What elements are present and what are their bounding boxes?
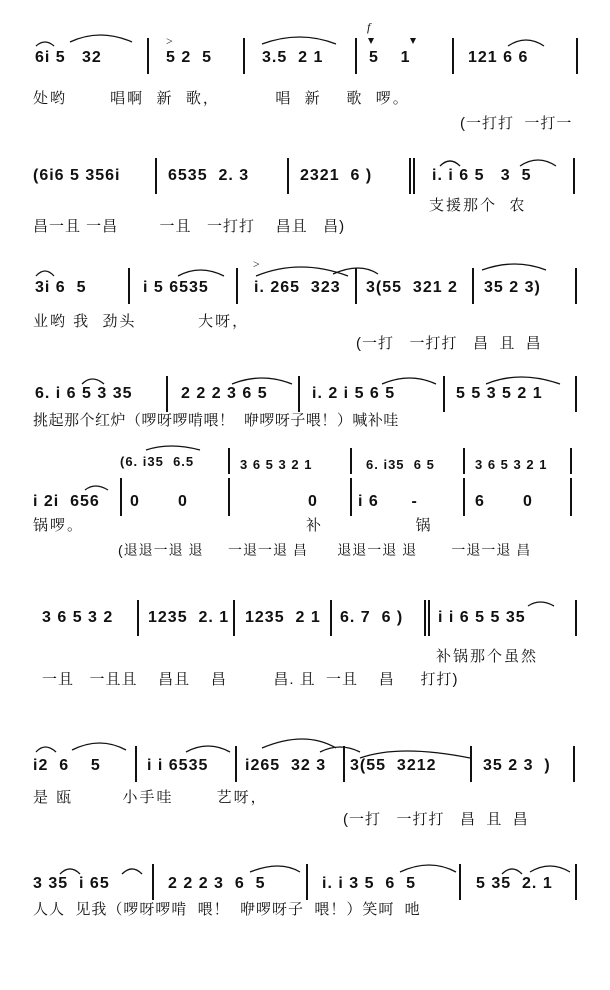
percussion-line: 昌一且 一昌 一且 一打打 昌且 昌) [33,218,346,235]
notation-measure: 35 2 3) [484,279,541,296]
notation-measure: 2 2 2 3 6 5 [181,385,268,402]
notation-measure: 3 6 5 3 2 [42,609,114,626]
lyrics-line: 支援那个 农 [429,197,527,214]
notation-measure: i i 6535 [147,757,209,774]
notation-measure: 0 0 [130,493,188,510]
lyrics-line: 补锅那个虽然 [436,648,539,665]
lyrics-line: 锅啰。 补 锅 [33,517,433,534]
accent-mark: > [253,257,260,271]
percussion-line: (退退一退 退 一退一退 昌 退退一退 退 一退一退 昌 [118,542,532,558]
lyrics-line: 人人 见我（啰呀啰啃 喂！ 咿啰呀子 喂！）笑呵 吔 [33,901,421,918]
accompaniment-measure: 3 6 5 3 2 1 [240,457,313,472]
notation-measure: 5 5 3 5 2 1 [456,385,543,402]
lyrics-line: 挑起那个红炉（啰呀啰啃喂！ 咿啰呀子喂！）喊补哇 [33,412,399,429]
notation-measure: 3.5 2 1 [262,49,324,66]
notation-measure: 6i 5 32 [35,49,102,66]
accompaniment-measure: 3 6 5 3 2 1 [475,457,548,472]
lyrics-line: 业哟 我 劲头 大呀， [33,313,250,330]
percussion-line: (一打 一打打 昌 且 昌 [356,335,542,352]
notation-measure: 6535 2. 3 [168,167,250,184]
notation-measure: 6. 7 6 ) [340,609,404,626]
accent-mark: > [166,34,173,48]
notation-measure: 3(55 3212 [350,757,437,774]
forte-mark: f [367,20,371,34]
notation-measure: i. 2 i 5 6 5 [312,385,396,402]
notation-measure: i. i 3 5 6 5 [322,875,417,892]
notation-measure: 3(55 321 2 [366,279,458,296]
notation-measure: i265 32 3 [245,757,327,774]
notation-measure: i2 6 5 [33,757,101,774]
notation-measure: 3 35 i 65 [33,875,110,892]
notation-measure: i 2i 656 [33,493,100,510]
accompaniment-measure: 6. i35 6 5 [366,457,435,472]
notation-measure: 35 2 3 ) [483,757,551,774]
notation-measure: 121 6 6 [468,49,529,66]
notation-measure: 5 1 [369,49,411,66]
notation-measure: 6 0 [475,493,533,510]
percussion-line: (一打 一打打 昌 且 昌 [343,811,529,828]
accompaniment-measure: (6. i35 6.5 [120,454,195,469]
notation-measure: i 5 6535 [143,279,209,296]
percussion-line: 一且 一且且 昌且 昌 昌. 且 一且 昌 打打) [42,671,459,688]
notation-measure: (6i6 5 356i [33,167,121,184]
notation-measure: 3i 6 5 [35,279,87,296]
notation-measure: 1235 2 1 [245,609,321,626]
notation-measure: 0 [308,493,318,510]
notation-measure: 5 35 2. 1 [476,875,553,892]
notation-measure: 2 2 2 3 6 5 [168,875,266,892]
notation-measure: 2321 6 ) [300,167,373,184]
lyrics-line: 处哟 唱啊 新 歌， 唱 新 歌 啰。 [33,90,410,107]
notation-measure: i 6 - [358,493,418,510]
notation-measure: i i 6 5 5 35 [438,609,526,626]
percussion-line: (一打打 一打一 [460,115,573,132]
lyrics-line: 是 瓯 小手哇 艺呀， [33,789,268,806]
notation-measure: 1235 2. 1 [148,609,230,626]
notation-measure: 6. i 6 5 3 35 [35,385,133,402]
notation-measure: 5 2 5 [166,49,213,66]
notation-measure: i. 265 323 [254,279,341,296]
notation-measure: i. i 6 5 3 5 [432,167,532,184]
